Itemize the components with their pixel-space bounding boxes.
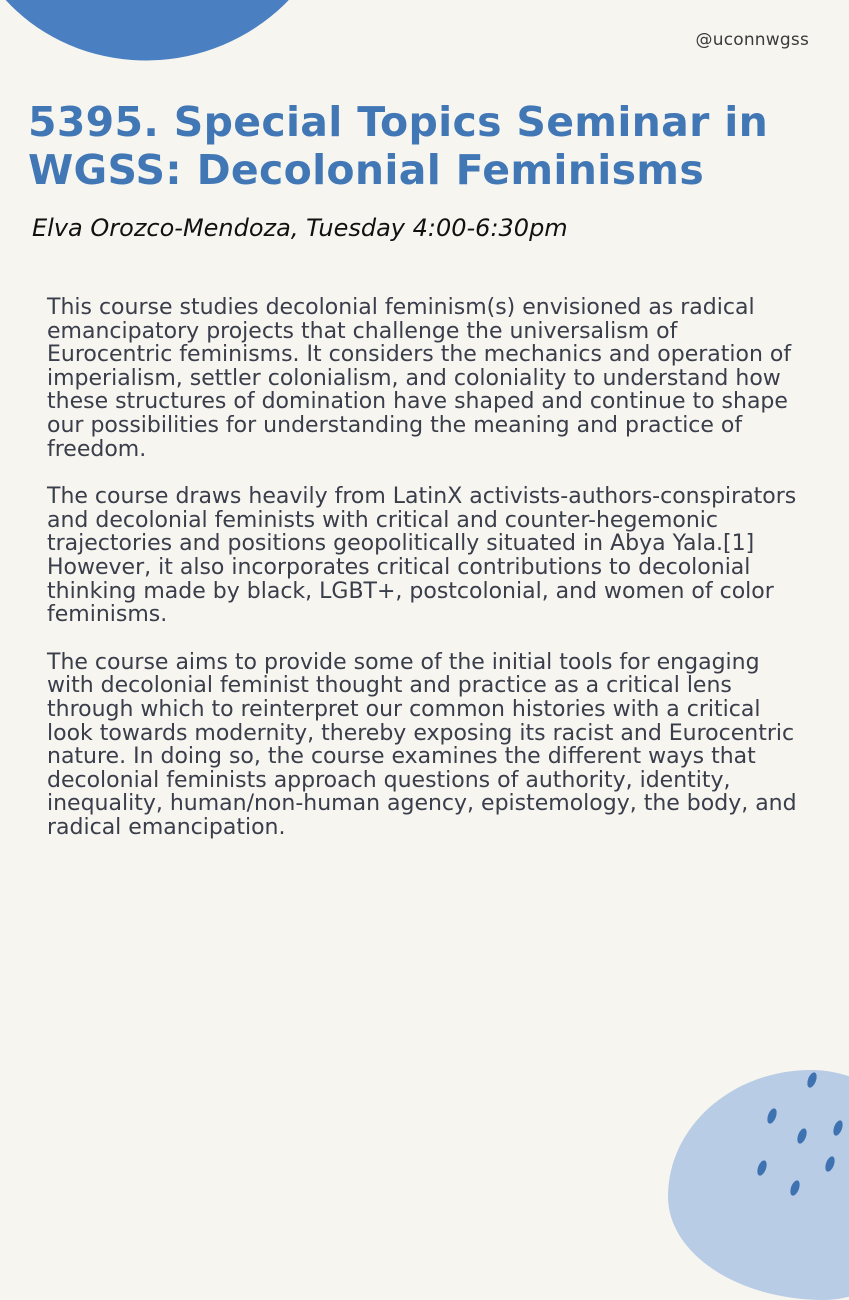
course-description [47, 296, 807, 863]
description-paragraph-2: The course draws heavily from LatinX activists-authors-conspirators and decolonial feminists with critical and counter-hegemonic trajectories and positions geopolitically situated in Abya Yala.[1] However, it also incorporates critical contributions to decolonial thinking made by black, LGBT+, postcolonial, and women of color feminisms. [47, 484, 797, 628]
description-paragraph-3: The course aims to provide some of the initial tools for engaging with decolonial feminist thought and practice as a critical lens through which to reinterpret our common histories with a critical look towards modernity, thereby exposing its racist and Eurocentric nature. In doing so, the course examines the different ways that decolonial feminists approach questions of authority, identity, inequality, human/non-human agency, epistemology, the body, and radical emancipation. [47, 649, 797, 840]
description-paragraph-1: This course studies decolonial feminism(s) envisioned as radical emancipatory projects that challenge the universalism of Eurocentric feminisms. It considers the mechanics and operation of imperialism, settler colonialism, and coloniality to understand how these structures of domination have shaped and continue to shape our possibilities for understanding the meaning and practice of freedom. [47, 295, 792, 462]
instructor-schedule: Elva Orozco-Mendoza, Tuesday 4:00-6:30pm [32, 214, 568, 242]
dot [789, 1179, 802, 1197]
decorative-blob-top [0, 0, 373, 96]
social-handle: @uconnwgss [695, 30, 809, 50]
dot [806, 1071, 819, 1089]
dot [824, 1155, 837, 1173]
decorative-dots [740, 1060, 849, 1200]
dot [832, 1119, 845, 1137]
dot [766, 1107, 779, 1125]
dot [756, 1159, 769, 1177]
course-title: 5395. Special Topics Seminar in WGSS: Decolonial Feminisms [28, 98, 769, 194]
dot [796, 1127, 809, 1145]
